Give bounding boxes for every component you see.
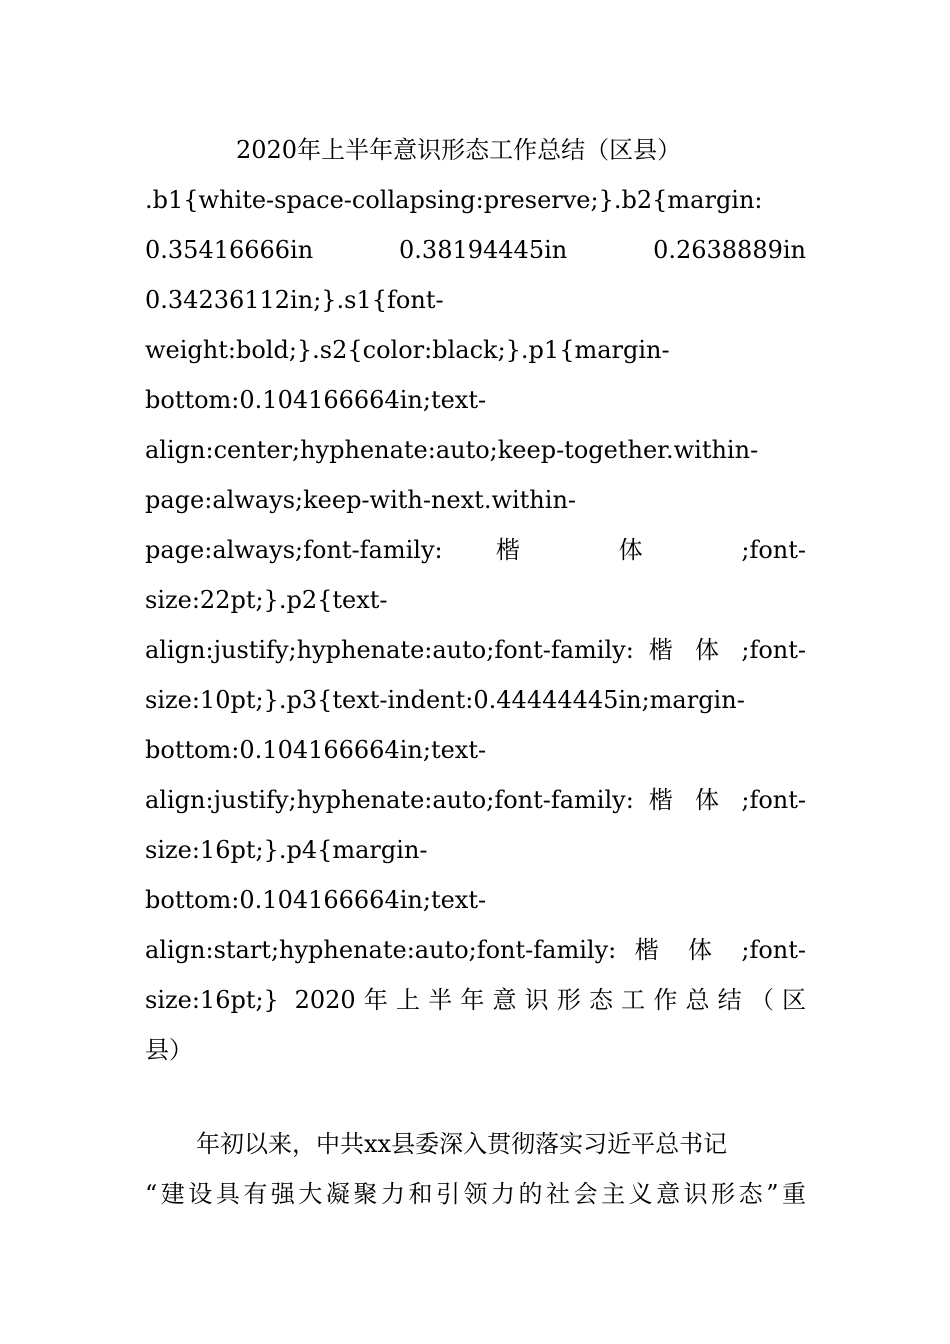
- css-line-15: bottom:0.104166664in;text-: [145, 886, 487, 914]
- css-line-2: 0.35416666in 0.38194445in 0.2638889in: [145, 236, 806, 264]
- css-text-block: [145, 180, 806, 1080]
- css-line-13: align:justify;hyphenate:auto;font-family: 楷 体 ;font-: [145, 786, 806, 814]
- css-line-17: size:16pt;} 2020年上半年意识形态工作总结（区: [145, 986, 806, 1014]
- css-line-14: size:16pt;}.p4{margin-: [145, 836, 428, 864]
- css-line-6: align:center;hyphenate:auto;keep-together.within-: [145, 436, 759, 464]
- css-line-16: align:start;hyphenate:auto;font-family: 楷 体 ;font-: [145, 936, 806, 964]
- css-line-3: 0.34236112in;}.s1{font-: [145, 286, 444, 314]
- paragraph-line-2: “建设具有强大凝聚力和引领力的社会主义意识形态”重: [145, 1180, 806, 1208]
- css-line-4: weight:bold;}.s2{color:black;}.p1{margin-: [145, 336, 670, 364]
- document-title: 2020年上半年意识形态工作总结（区县）: [236, 136, 682, 164]
- body-paragraph: [145, 1124, 806, 1224]
- css-line-10: align:justify;hyphenate:auto;font-family: 楷 体 ;font-: [145, 636, 806, 664]
- css-line-18: 县）: [145, 1036, 193, 1064]
- css-line-12: bottom:0.104166664in;text-: [145, 736, 487, 764]
- css-line-8: page:always;font-family: 楷 体 ;font-: [145, 536, 806, 564]
- css-line-11: size:10pt;}.p3{text-indent:0.44444445in;margin-: [145, 686, 745, 714]
- css-line-7: page:always;keep-with-next.within-: [145, 486, 577, 514]
- css-line-9: size:22pt;}.p2{text-: [145, 586, 388, 614]
- paragraph-line-1: 年初以来，中共xx县委深入贯彻落实习近平总书记: [196, 1130, 728, 1158]
- css-line-1: .b1{white-space-collapsing:preserve;}.b2{margin:: [145, 186, 763, 214]
- css-line-5: bottom:0.104166664in;text-: [145, 386, 487, 414]
